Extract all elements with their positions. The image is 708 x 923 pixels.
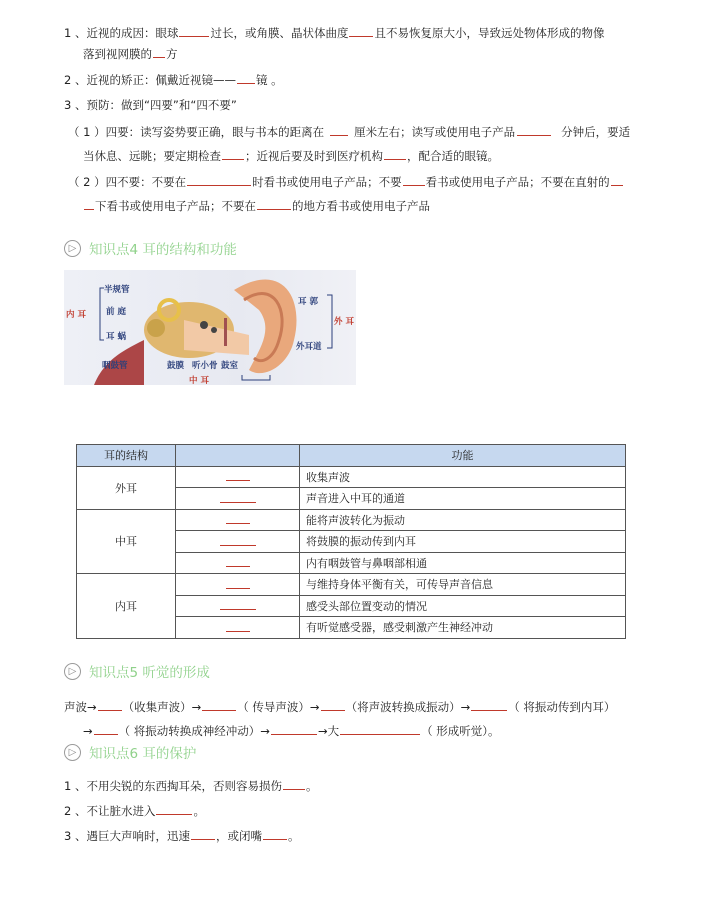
- ear-protection-2: [64, 803, 205, 819]
- text: 分钟后，要适: [561, 125, 631, 139]
- section-heading-5: [64, 661, 210, 681]
- text: 厘米左右；读写或使用电子产品: [354, 125, 516, 139]
- label-eardrum: 鼓膜: [167, 361, 185, 371]
- label-ossicles: 听小骨: [192, 361, 218, 371]
- answer-blank[interactable]: [340, 723, 420, 735]
- text: 落到视网膜的: [83, 47, 152, 61]
- header-function: 功能: [300, 445, 626, 467]
- text: 2 、近视的矫正：佩戴近视镜——: [64, 73, 236, 87]
- answer-cell[interactable]: [176, 509, 300, 531]
- text: 且不易恢复原大小，导致远处物体形成的物像: [374, 26, 605, 40]
- answer-blank[interactable]: [222, 148, 244, 160]
- label-inner-ear: 内 耳: [66, 310, 86, 320]
- function-text: 与维持身体平衡有关，可传导声音信息: [300, 574, 626, 596]
- answer-cell[interactable]: [176, 466, 300, 488]
- answer-blank[interactable]: [84, 198, 94, 210]
- label-tympanum: 鼓室: [221, 361, 239, 371]
- text: 。: [193, 804, 205, 818]
- text: （将声波转换成振动）→: [345, 700, 471, 714]
- text: （ 将振动传到内耳）: [508, 700, 616, 714]
- table-row: [77, 509, 626, 531]
- text: 过长，或角膜、晶状体曲度: [210, 26, 349, 40]
- table-row: [77, 574, 626, 596]
- play-circle-icon: ▷: [64, 663, 81, 680]
- function-text: 感受头部位置变动的情况: [300, 595, 626, 617]
- structure-outer-ear: 外耳: [77, 466, 176, 509]
- label-ear-canal: 外耳道: [296, 342, 322, 352]
- function-text: 声音进入中耳的通道: [300, 488, 626, 510]
- heading-text: 知识点5 听觉的形成: [89, 665, 210, 681]
- four-musts-line1: [68, 124, 630, 140]
- answer-blank[interactable]: [257, 198, 291, 210]
- answer-blank[interactable]: [349, 25, 373, 37]
- text: ，配合适的眼镜。: [407, 149, 499, 163]
- table-header-row: [77, 445, 626, 467]
- function-text: 收集声波: [300, 466, 626, 488]
- text: 下看书或使用电子产品；不要在: [95, 199, 256, 213]
- answer-blank[interactable]: [403, 174, 425, 186]
- text: →大: [317, 724, 340, 738]
- text: （ 形成听觉）。: [421, 724, 500, 738]
- label-vestibule: 前 庭: [106, 307, 126, 317]
- play-circle-icon: ▷: [64, 240, 81, 257]
- play-circle-icon: ▷: [64, 744, 81, 761]
- ear-structure-table: [76, 444, 626, 639]
- text: →: [83, 724, 93, 738]
- label-cochlea: 耳 蜗: [106, 332, 126, 342]
- text: 看书或使用电子产品；不要在直射的: [425, 175, 610, 189]
- text: （ 将振动转换成神经冲动）→: [118, 724, 270, 738]
- answer-blank[interactable]: [611, 174, 623, 186]
- answer-blank[interactable]: [237, 72, 255, 84]
- answer-blank[interactable]: [153, 46, 165, 58]
- answer-cell[interactable]: [176, 552, 300, 574]
- text: 镜 。: [255, 73, 283, 87]
- answer-blank[interactable]: [94, 723, 118, 735]
- text: （ 1 ）四要：读写姿势要正确，眼与书本的距离在: [68, 125, 325, 139]
- hearing-formation-line2: [83, 723, 499, 739]
- answer-cell[interactable]: [176, 595, 300, 617]
- answer-blank[interactable]: [156, 803, 192, 815]
- label-middle-ear: 中 耳: [189, 376, 209, 385]
- answer-cell[interactable]: [176, 617, 300, 639]
- structure-inner-ear: 内耳: [77, 574, 176, 639]
- answer-blank[interactable]: [271, 723, 317, 735]
- answer-blank[interactable]: [191, 828, 215, 840]
- answer-cell[interactable]: [176, 531, 300, 553]
- answer-cell[interactable]: [176, 574, 300, 596]
- answer-blank[interactable]: [330, 124, 348, 136]
- label-auricle: 耳 郭: [298, 297, 318, 307]
- answer-blank[interactable]: [283, 778, 305, 790]
- answer-blank[interactable]: [517, 124, 551, 136]
- answer-blank[interactable]: [321, 699, 345, 711]
- text: 1 、近视的成因：眼球: [64, 26, 179, 40]
- text: （ 传导声波）→: [237, 700, 320, 714]
- header-blank: [176, 445, 300, 467]
- text: 声波→: [64, 700, 97, 714]
- label-outer-ear: 外 耳: [334, 317, 354, 327]
- text: （ 2 ）四不要：不要在: [68, 175, 187, 189]
- function-text: 内有咽鼓管与鼻咽部相通: [300, 552, 626, 574]
- section-heading-6: [64, 742, 196, 762]
- myopia-cause-line2: [83, 46, 178, 62]
- text: 。: [305, 779, 318, 793]
- text: 1 、不用尖锐的东西掏耳朵，否则容易损伤: [64, 779, 282, 793]
- answer-blank[interactable]: [384, 148, 406, 160]
- text: 当休息、远眺；要定期检查: [83, 149, 221, 163]
- label-eustachian-tube: 咽鼓管: [102, 361, 128, 371]
- heading-text: 知识点4 耳的结构和功能: [89, 242, 237, 258]
- four-donts-line1: [68, 174, 624, 190]
- myopia-prevention: 3 、预防：做到“四要”和“四不要”: [64, 98, 237, 112]
- function-text: 有听觉感受器，感受刺激产生神经冲动: [300, 617, 626, 639]
- label-semicircular-canals: 半规管: [104, 285, 130, 295]
- text: 方: [166, 47, 178, 61]
- function-text: 将鼓膜的振动传到内耳: [300, 531, 626, 553]
- myopia-correction: [64, 72, 283, 88]
- text: 2 、不让脏水进入: [64, 804, 156, 818]
- answer-blank[interactable]: [263, 828, 287, 840]
- answer-cell[interactable]: [176, 488, 300, 510]
- section-heading-4: [64, 238, 237, 258]
- ear-protection-1: [64, 778, 317, 794]
- hearing-formation-line1: [64, 699, 615, 715]
- text: 的地方看书或使用电子产品: [292, 199, 430, 213]
- heading-text: 知识点6 耳的保护: [89, 746, 197, 762]
- table-row: [77, 466, 626, 488]
- four-musts-line2: [83, 148, 499, 164]
- myopia-cause-line1: [64, 25, 604, 41]
- structure-middle-ear: 中耳: [77, 509, 176, 574]
- answer-blank[interactable]: [98, 699, 122, 711]
- ear-protection-3: [64, 828, 299, 844]
- answer-blank[interactable]: [187, 174, 251, 186]
- function-text: 能将声波转化为振动: [300, 509, 626, 531]
- header-structure: 耳的结构: [77, 445, 176, 467]
- answer-blank[interactable]: [471, 699, 507, 711]
- text: 3 、遇巨大声响时，迅速: [64, 829, 190, 843]
- text: ，或闭嘴: [215, 829, 262, 843]
- text: 时看书或使用电子产品；不要: [252, 175, 402, 189]
- answer-blank[interactable]: [202, 699, 236, 711]
- text: （收集声波）→: [122, 700, 202, 714]
- text: ；近视后要及时到医疗机构: [245, 149, 383, 163]
- text: 。: [287, 829, 300, 843]
- four-donts-line2: [83, 198, 430, 214]
- ear-structure-illustration: [64, 270, 356, 385]
- answer-blank[interactable]: [179, 25, 209, 37]
